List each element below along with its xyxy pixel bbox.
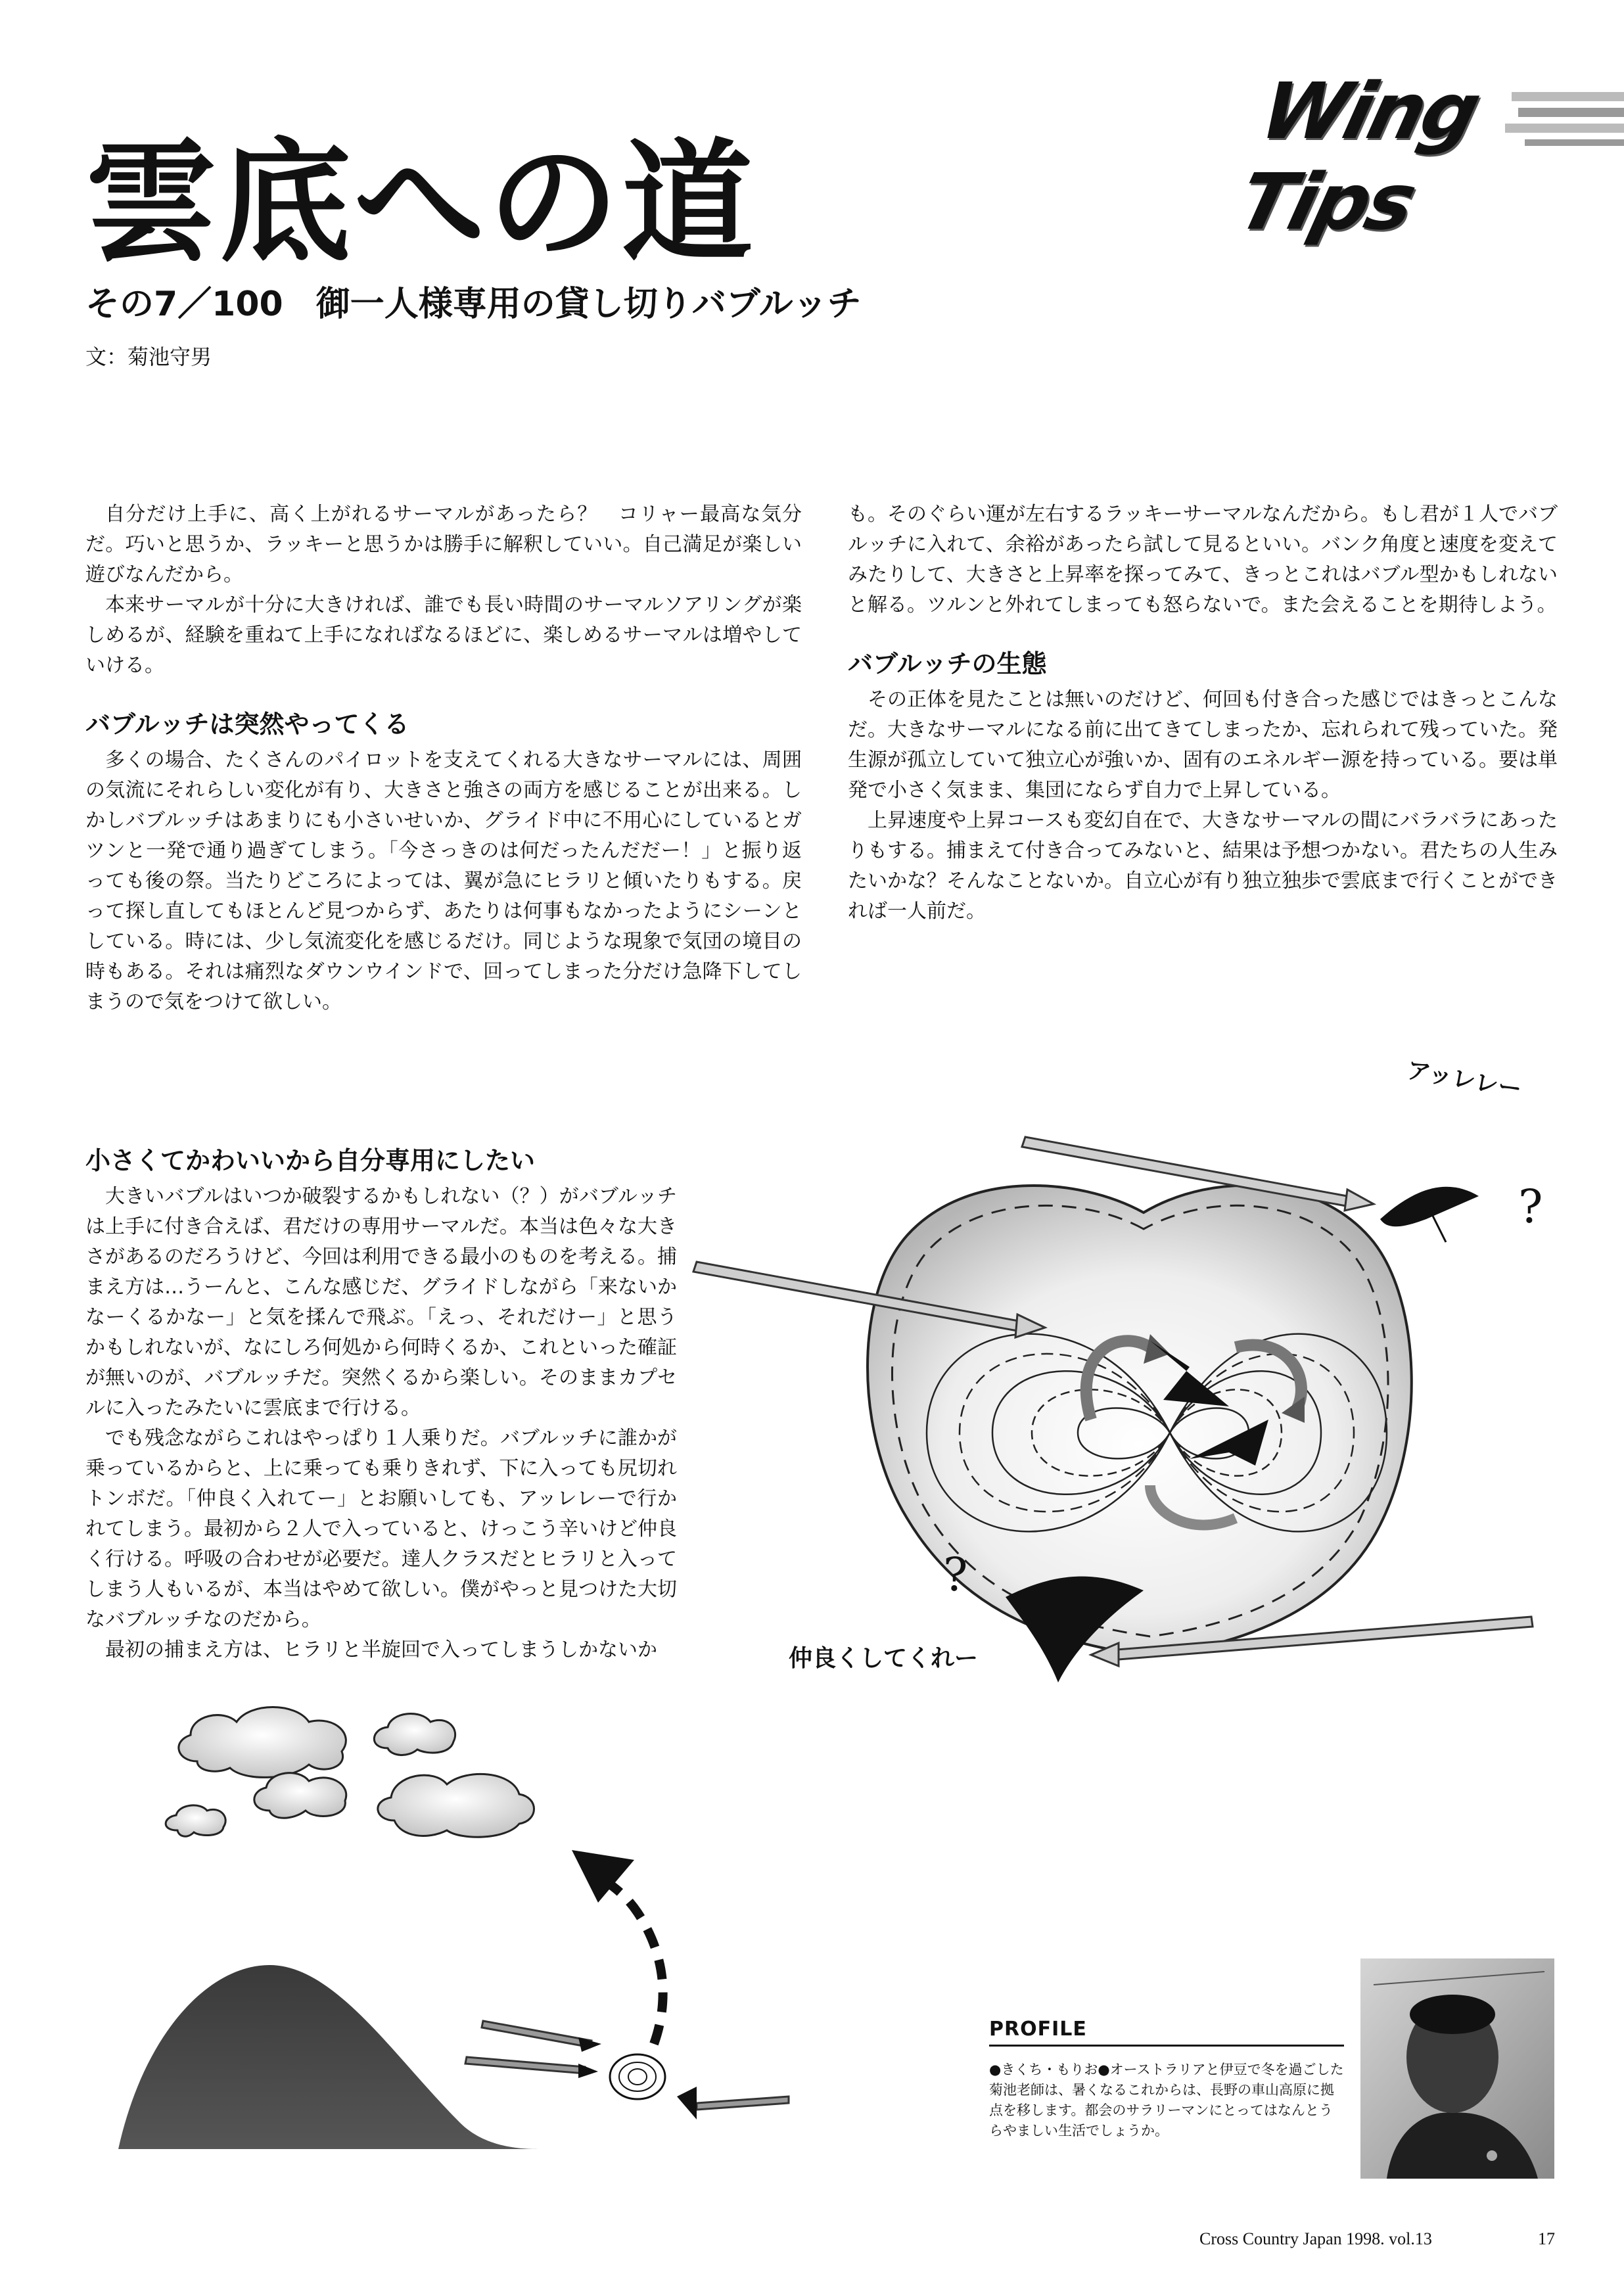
paragraph: 大きいバブルはいつか破裂するかもしれない（？）がバブルッチは上手に付き合えば、君だけの専用サーマルだ。本当は色々な大きさがあるのだろうけど、今回は利用できる最小のものを考える。捕まえ方は…うーんと、こんな感じだ、グライドしながら「来ないかなーくるかなー」と気を揉んで飛ぶ。「えっ、それだけー」と思うかもしれないが、なにしろ何処から何時くるか、これといった確証が無いのが、バブルッチだ。突然くるから楽しい。そのままカプセルに入ったみたいに雲底まで行ける。 bbox=[85, 1185, 677, 1420]
profile-text: ●きくち・もりお●オーストラリアと伊豆で冬を過ごした菊池老師は、暑くなるこれからは、長野の車山高原に拠点を移します。都会のサラリーマンにとってはなんとうらやましい生活でしょうか。 bbox=[989, 2062, 1344, 2139]
column-left-top bbox=[85, 499, 802, 1017]
cloud bbox=[166, 1805, 225, 1836]
bubble-thermal-illustration bbox=[690, 1065, 1597, 1722]
section-heading: 小さくてかわいいから自分専用にしたい bbox=[85, 1146, 536, 1175]
profile-box bbox=[989, 2018, 1344, 2141]
column-right bbox=[848, 499, 1558, 927]
section-heading: バブルッチの生態 bbox=[848, 649, 1047, 678]
label-arereh: アッレレー bbox=[1404, 1056, 1524, 1103]
author-photo bbox=[1360, 1958, 1554, 2179]
paragraph: 自分だけ上手に、高く上がれるサーマルがあったら？ コリャー最高な気分だ。巧いと思うか、ラッキーと思うかは勝手に解釈していい。自己満足が楽しい遊びなんだから。 bbox=[85, 503, 802, 586]
mountain-cloud-scene bbox=[118, 1689, 828, 2162]
cloud bbox=[374, 1714, 455, 1755]
cloud bbox=[254, 1773, 346, 1818]
paragraph: でも残念ながらこれはやっぱり１人乗りだ。バブルッチに誰かが乗っているからと、上に乗っても乗りきれず、下に入っても尻切れトンボだ。「仲良く入れてー」とお願いしても、アッレレーで行かれてしまう。最初から２人で入っていると、けっこう辛いけど仲良く行ける。呼吸の合わせが必要だ。達人クラスだとヒラリと入ってしまう人もいるが、本当はやめて欲しい。僕がやっと見つけた大切なバブルッチなのだから。 bbox=[85, 1427, 677, 1631]
article-subtitle bbox=[85, 276, 862, 325]
glider-top-right bbox=[1380, 1187, 1479, 1227]
series-label: Wing Tips bbox=[1229, 66, 1487, 247]
paragraph: 上昇速度や上昇コースも変幻自在で、大きなサーマルの間にバラバラにあったりもする。捕まえて付き合ってみないと、結果は予想つかない。君たちの人生みたいかな？そんなことないか。自立心が有り独立独歩で雲底まで行くことができれば一人前だ。 bbox=[848, 809, 1558, 923]
section-heading: バブルッチは突然やってくる bbox=[85, 710, 409, 739]
cloud bbox=[378, 1774, 534, 1837]
column-left-bottom bbox=[85, 1117, 677, 1665]
question-mark-bottom: ? bbox=[943, 1548, 968, 1602]
paragraph: その正体を見たことは無いのだけど、何回も付き合った感じではきっとこんなだ。大きなサーマルになる前に出てきてしまったか、忘れられて残っていた。発生源が孤立していて独立心が強いか、固有のエネルギー源を持っている。要は単発で小さく気まま、集団にならず自力で上昇している。 bbox=[848, 688, 1558, 802]
paragraph: 本来サーマルが十分に大きければ、誰でも長い時間のサーマルソアリングが楽しめるが、経験を重ねて上手になればなるほどに、楽しめるサーマルは増やしていける。 bbox=[85, 593, 802, 677]
cloud bbox=[179, 1707, 346, 1778]
byline: 文：菊池守男 bbox=[85, 344, 212, 369]
subtitle-text: 御一人様専用の貸し切りバブルッチ bbox=[315, 285, 862, 324]
label-nakayoku: 仲良くしてくれー bbox=[789, 1645, 979, 1672]
paragraph: も。そのぐらい運が左右するラッキーサーマルなんだから。もし君が１人でバブルッチに入れて、余裕があったら試して見るといい。バンク角度と速度を変えてみたりして、大きさと上昇率を探ってみて、きっとこれはバブル型かもしれないと解る。ツルンと外れてしまっても怒らないで。また会えることを期待しよう。 bbox=[848, 503, 1558, 616]
article-title: 雲底への道 bbox=[85, 127, 756, 280]
footer-magazine: Cross Country Japan 1998. vol.13 bbox=[1199, 2229, 1432, 2248]
question-mark-top: ? bbox=[1518, 1180, 1543, 1234]
paragraph: 多くの場合、たくさんのパイロットを支えてくれる大きなサーマルには、周囲の気流にそれらしい変化が有り、大きさと強さの両方を感じることが出来る。しかしバブルッチはあまりにも小さいせいか、グライド中に不用心にしているとガツンと一発で通り過ぎてしまう。「今さっきのは何だったんだだー！」と振り返っても後の祭。当たりどころによっては、翼が急にヒラリと傾いたりもする。戻って探し直してもほとんど見つからず、あたりは何事もなかったようにシーンとしている。時には、少し気流変化を感じるだけ。同じような現象で気団の境目の時もある。それは痛烈なダウンウインドで、回ってしまった分だけ急降下してしまうので気をつけて欲しい。 bbox=[85, 749, 802, 1013]
paragraph: 最初の捕まえ方は、ヒラリと半旋回で入ってしまうしかないか bbox=[105, 1638, 657, 1661]
profile-title: PROFILE bbox=[989, 2018, 1344, 2047]
subtitle-part: その7／100 bbox=[85, 285, 283, 324]
page-number: 17 bbox=[1538, 2229, 1555, 2248]
